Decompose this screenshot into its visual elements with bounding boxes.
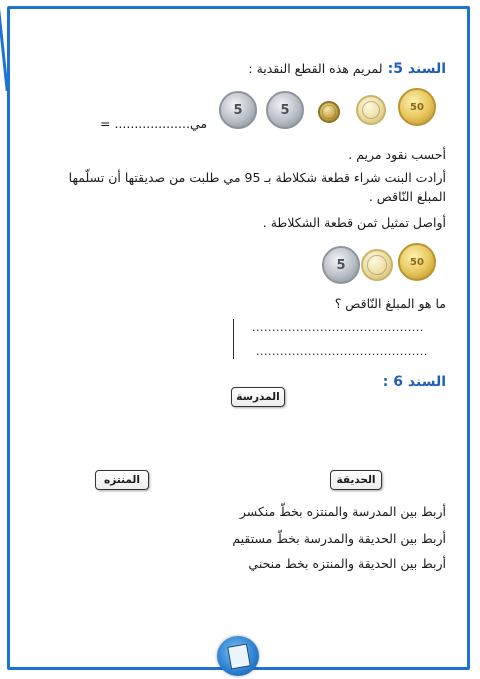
school-label-box: المدرسة [231, 387, 285, 407]
coin-silver-icon: 5 [219, 91, 257, 129]
park-label-box: المنتزه [95, 470, 149, 490]
section5-intro: لمريم هذه القطع النقدية : [248, 61, 383, 76]
coin-pale-icon [361, 249, 393, 281]
question-continue-price: أواصل تمثيل ثمن قطعة الشكلاطة . [262, 215, 446, 230]
answer-line-2: ........................................... [256, 345, 428, 358]
section5-header [248, 58, 446, 77]
section6-heading: السند 6 : [382, 374, 446, 390]
notebook-logo-icon [217, 636, 259, 676]
coin-pale-icon [356, 95, 386, 125]
answer-divider [233, 319, 234, 359]
story-line-2: المبلغ النّاقص . [368, 189, 446, 204]
question-compute-money: أحسب نقود مريم . [348, 147, 446, 162]
coin-gold-icon: 50 [398, 243, 436, 281]
coin-silver-icon: 5 [322, 246, 360, 284]
garden-label-box: الحديقة [330, 470, 382, 490]
coin-gold-icon: 50 [398, 88, 436, 126]
section5-heading: السند 5: [387, 61, 446, 77]
coin-silver-icon: 5 [266, 91, 304, 129]
coin-bronze-icon [318, 101, 340, 123]
answer-line-1: ........................................... [252, 321, 424, 334]
task-straight-line: أربط بين الحديقة والمدرسة بخطّ مستقيم [232, 531, 446, 546]
equation-line: = ...................مي [100, 116, 208, 131]
question-missing-amount: ما هو المبلغ النّاقص ؟ [334, 296, 446, 311]
task-curved-line: أربط بين الحديقة والمنتزه بخط منحني [248, 556, 446, 571]
story-line-1: أرادت البنت شراء قطعة شكلاطة بـ 95 مي طلبت من صديقتها أن تسلّمها [68, 170, 446, 185]
task-broken-line: أربط بين المدرسة والمنتزه بخطّ منكسر [239, 504, 446, 519]
